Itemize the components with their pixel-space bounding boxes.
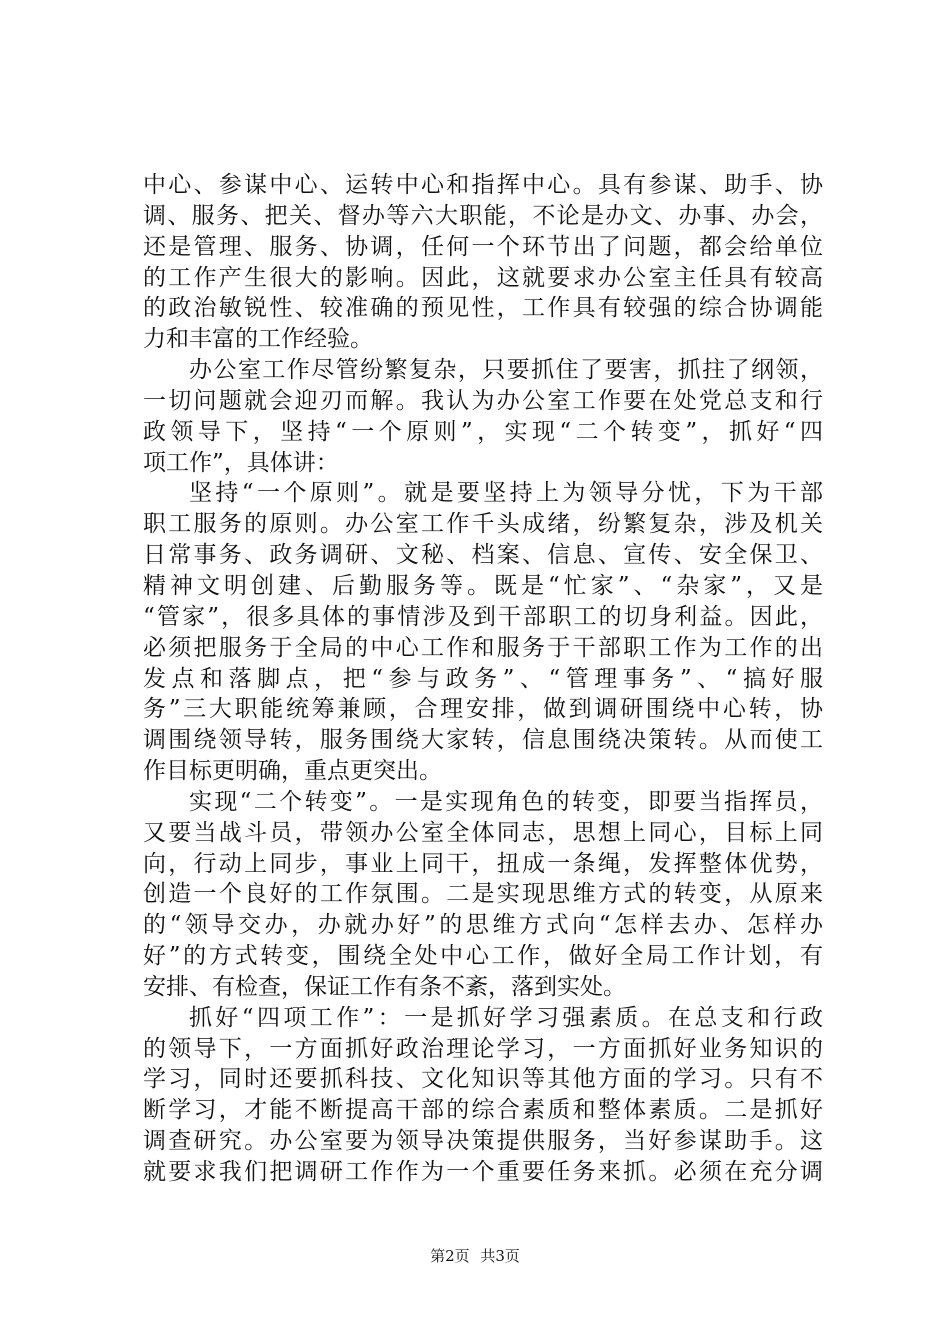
text-line: 好”的方式转变，围绕全处中心工作，做好全局工作计划，有 — [143, 943, 823, 970]
text-line: “管家”，很多具体的事情涉及到干部职工的切身利益。因此， — [143, 603, 823, 630]
text-line: 的“领导交办，办就办好”的思维方式向“怎样去办、怎样办 — [143, 912, 823, 939]
text-line: 调围绕领导转，服务围绕大家转，信息围绕决策转。从而使工 — [143, 727, 823, 754]
text-line: 一切问题就会迎刃而解。我认为办公室工作要在处党总支和行 — [143, 387, 823, 414]
text-line: 的领导下，一方面抓好政治理论学习，一方面抓好业务知识的 — [143, 1035, 823, 1062]
text-line: 的工作产生很大的影响。因此，这就要求办公室主任具有较高 — [143, 264, 823, 291]
text-line: 断学习，才能不断提高干部的综合素质和整体素质。二是抓好 — [143, 1097, 823, 1124]
text-line: 项工作”，具体讲： — [143, 449, 339, 476]
text-line: 精神文明创建、后勤服务等。既是“忙家”、“杂家”，又是 — [143, 572, 823, 599]
text-line: 力和丰富的工作经验。 — [143, 326, 373, 353]
text-line: 学习，同时还要抓科技、文化知识等其他方面的学习。只有不 — [143, 1066, 823, 1093]
text-line: 创造一个良好的工作氛围。二是实现思维方式的转变，从原来 — [143, 881, 823, 908]
text-line: 向，行动上同步，事业上同干，扭成一条绳，发挥整体优势， — [143, 850, 823, 877]
text-line: 必须把服务于全局的中心工作和服务于干部职工作为工作的出 — [143, 634, 823, 661]
text-line: 实现“二个转变”。一是实现角色的转变，即要当指挥员， — [189, 788, 823, 815]
text-line: 作目标更明确，重点更突出。 — [143, 758, 442, 785]
text-line: 调、服务、把关、督办等六大职能，不论是办文、办事、办会， — [143, 202, 823, 229]
text-line: 务”三大职能统筹兼顾，合理安排，做到调研围绕中心转，协 — [143, 696, 823, 723]
text-line: 发点和落脚点，把“参与政务”、“管理事务”、“搞好服 — [143, 665, 823, 692]
document-body — [143, 170, 823, 1188]
text-line: 职工服务的原则。办公室工作千头成绪，纷繁复杂，涉及机关 — [143, 511, 823, 538]
text-line: 办公室工作尽管纷繁复杂，只要抓住了要害，抓拄了纲领， — [189, 357, 823, 384]
text-line: 安排、有检查，保证工作有条不紊，落到实处。 — [143, 973, 626, 1000]
text-line: 政领导下，坚持“一个原则”，实现“二个转变”，抓好“四 — [143, 418, 823, 445]
text-line: 坚持“一个原则”。就是要坚持上为领导分忧，下为干部 — [189, 480, 823, 507]
text-line: 就要求我们把调研工作作为一个重要任务来抓。必须在充分调 — [143, 1159, 823, 1185]
text-line: 的政治敏锐性、较准确的预见性，工作具有较强的综合协调能 — [143, 295, 823, 322]
text-line: 中心、参谋中心、运转中心和指挥中心。具有参谋、助手、协 — [143, 172, 823, 198]
text-line: 调查研究。办公室要为领导决策提供服务，当好参谋助手。这 — [143, 1128, 823, 1155]
text-line: 抓好“四项工作”：一是抓好学习强素质。在总支和行政 — [189, 1004, 823, 1031]
text-line: 又要当战斗员，带领办公室全体同志，思想上同心，目标上同 — [143, 819, 823, 846]
page-total: 共3页 — [480, 1247, 520, 1265]
text-line: 还是管理、服务、协调，任何一个环节出了问题，都会给单位 — [143, 233, 823, 260]
page-footer — [0, 1246, 950, 1266]
page-number: 第2页 — [430, 1247, 470, 1265]
text-line: 日常事务、政务调研、文秘、档案、信息、宣传、安全保卫、 — [143, 542, 823, 569]
